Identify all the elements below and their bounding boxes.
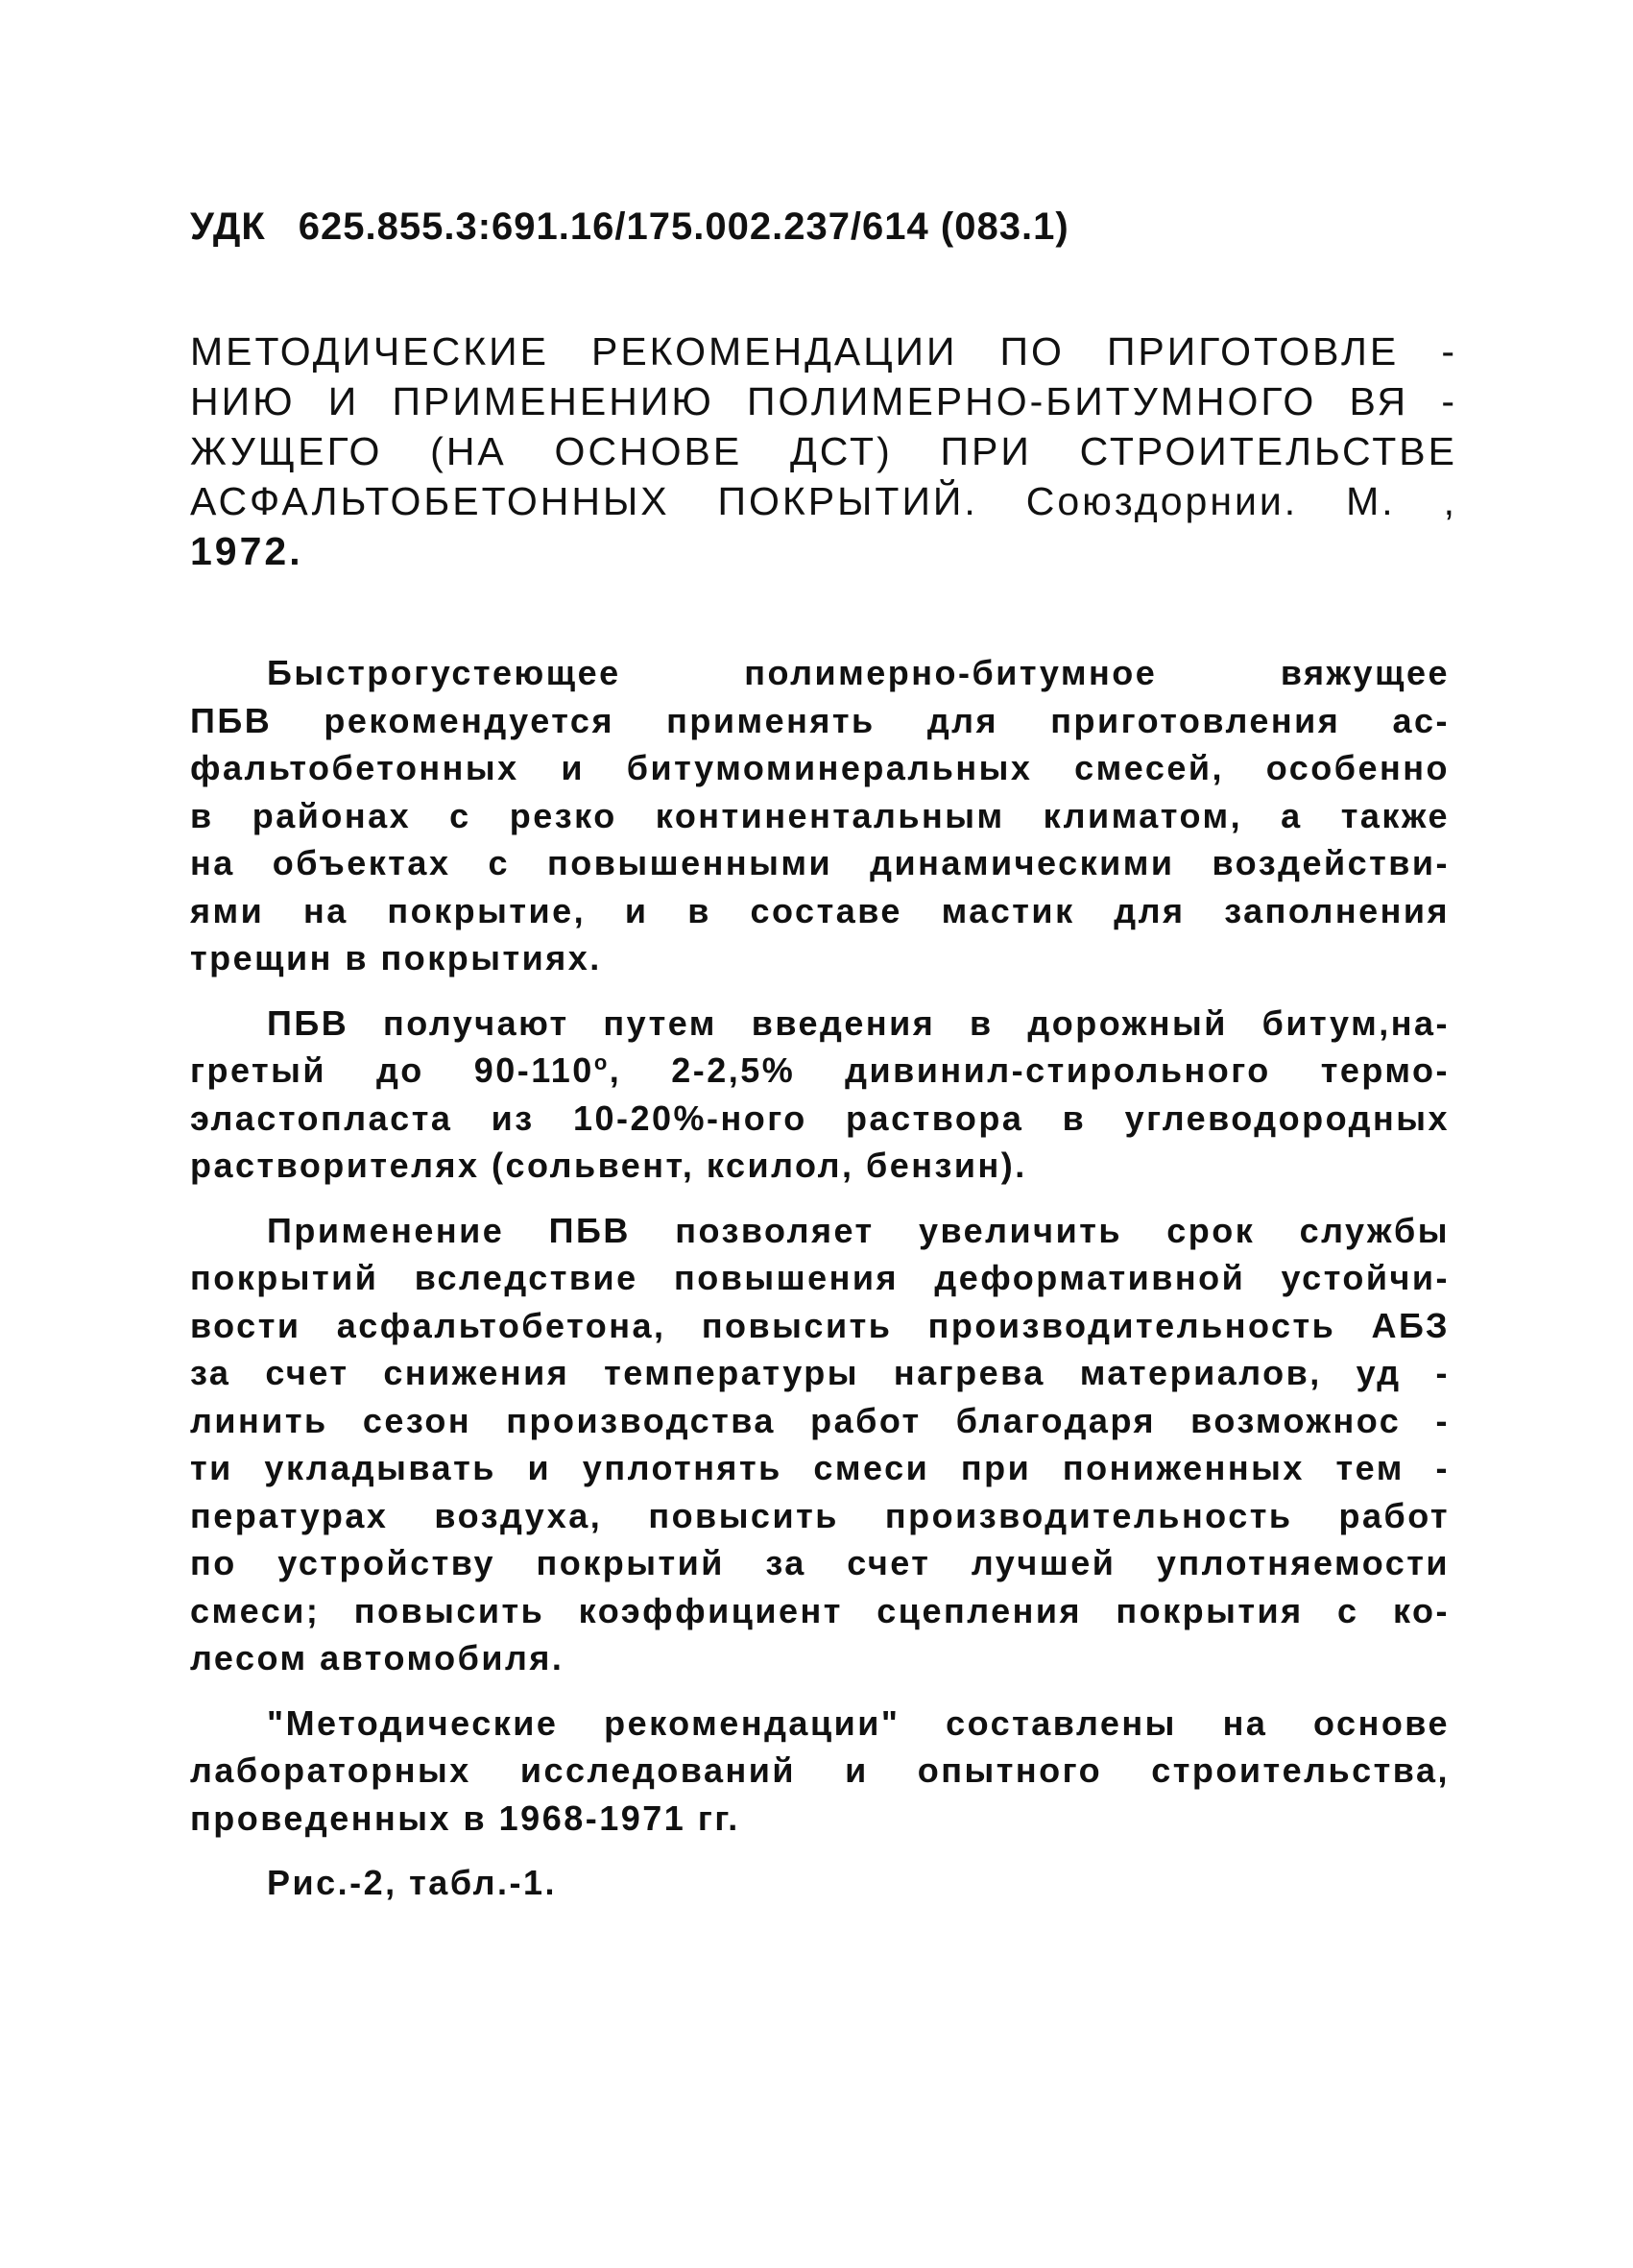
- text-line: ПБВ рекомендуется применять для приготовления ас-: [190, 700, 1450, 740]
- text-line: [190, 1047, 1450, 1095]
- text-line: ПБВ получают путем введения в дорожный битум,на-: [267, 1002, 1450, 1043]
- text-line: вости асфальтобетона, повысить производительность АБЗ: [190, 1305, 1450, 1345]
- abstract-paragraph-1: [190, 649, 1450, 982]
- abstract-paragraph-5: [190, 1859, 1450, 1907]
- text-line: Применение ПБВ позволяет увеличить срок службы: [267, 1210, 1450, 1250]
- udk-code: 625.855.3:691.16/175.002.237/614 (083.1): [298, 205, 1069, 248]
- biblio-line: [190, 476, 1457, 526]
- text-line: по устройству покрытий за счет лучшей уплотняемости: [190, 1543, 1450, 1582]
- abstract-paragraph-3: [190, 1207, 1450, 1682]
- bibliographic-entry: [190, 326, 1457, 576]
- text-line: за счет снижения температуры нагрева материалов, уд -: [190, 1353, 1450, 1392]
- text-line: фальтобетонных и битумоминеральных смесей, особенно: [190, 748, 1450, 787]
- degree-superscript: о: [593, 1050, 610, 1074]
- abstract: [190, 649, 1450, 1924]
- text-line: лесом автомобиля.: [190, 1638, 564, 1677]
- text-line: ти укладывать и уплотнять смеси при пониженных тем -: [190, 1448, 1450, 1487]
- biblio-line: НИЮ И ПРИМЕНЕНИЮ ПОЛИМЕРНО-БИТУМНОГО ВЯ -: [190, 379, 1457, 423]
- figures-tables-note: Рис.-2, табл.-1.: [267, 1863, 558, 1902]
- text-line: лабораторных исследований и опытного строительства,: [190, 1750, 1450, 1790]
- text-line: смеси; повысить коэффициент сцепления покрытия с ко-: [190, 1590, 1450, 1630]
- abstract-paragraph-2: [190, 1000, 1450, 1190]
- text-fragment: , 2-2,5% дивинил-стирольного термо-: [609, 1050, 1450, 1090]
- text-line: на объектах с повышенными динамическими воздействи-: [190, 843, 1450, 882]
- text-line: растворителях (сольвент, ксилол, бензин).: [190, 1146, 1027, 1185]
- text-line: в районах с резко континентальным климатом, а также: [190, 795, 1450, 835]
- text-line: проведенных в 1968-1971 гг.: [190, 1798, 740, 1838]
- biblio-year: 1972.: [190, 529, 303, 573]
- text-line: покрытий вследствие повышения деформативной устойчи-: [190, 1258, 1450, 1297]
- text-line: пературах воздуха, повысить производительность работ: [190, 1495, 1450, 1535]
- biblio-publisher: Союздорнии. М. ,: [1025, 479, 1457, 523]
- text-line: трещин в покрытиях.: [190, 938, 602, 977]
- text-line: "Методические рекомендации" составлены на основе: [267, 1702, 1450, 1743]
- biblio-line: МЕТОДИЧЕСКИЕ РЕКОМЕНДАЦИИ ПО ПРИГОТОВЛЕ -: [190, 329, 1457, 374]
- udk-line: [190, 205, 1069, 249]
- biblio-title-end: АСФАЛЬТОБЕТОННЫХ ПОКРЫТИЙ.: [190, 479, 978, 523]
- biblio-line: ЖУЩЕГО (НА ОСНОВЕ ДСТ) ПРИ СТРОИТЕЛЬСТВЕ: [190, 429, 1457, 473]
- text-line: ями на покрытие, и в составе мастик для заполнения: [190, 890, 1450, 930]
- text-line: Быстрогустеющее полимерно-битумное вяжущее: [267, 653, 1450, 692]
- text-line: линить сезон производства работ благодаря возможнос -: [190, 1400, 1450, 1440]
- text-line: эластопласта из 10-20%-ного раствора в углеводородных: [190, 1098, 1450, 1138]
- udk-label: УДК: [190, 205, 266, 248]
- text-fragment: гретый до 90-110: [190, 1050, 594, 1090]
- abstract-paragraph-4: [190, 1700, 1450, 1843]
